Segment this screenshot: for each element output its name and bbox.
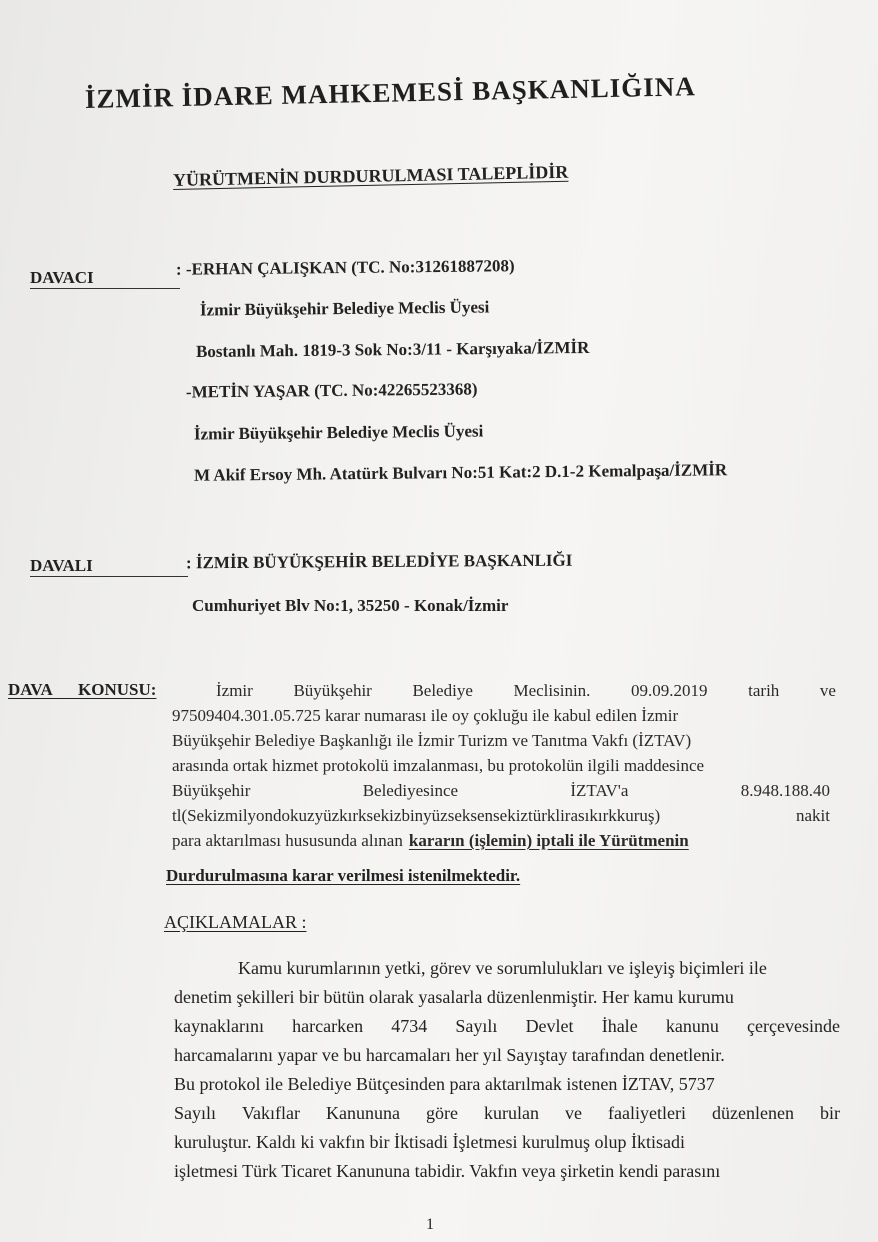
konu-request-text: kararın (işlemin) iptali ile Yürütmenin <box>408 831 689 850</box>
konu-word: Belediye <box>412 681 473 700</box>
desc-word: çerçevesinde <box>747 1016 840 1036</box>
desc-word: Vakıflar <box>242 1103 301 1123</box>
davaci-line-2: İzmir Büyükşehir Belediye Meclis Üyesi <box>199 297 490 320</box>
dava-konusu-label: DAVA KONUSU: <box>8 680 157 699</box>
desc-line-5: Bu protokol ile Belediye Bütçesinden para aktarılmak istenen İZTAV, 5737 <box>174 1074 715 1094</box>
konu-word: tarih <box>748 681 780 700</box>
konu-word: tl(Sekizmilyondokuzyüzkırksekizbinyüzseksensekiztürklirasıkırkkuruş) <box>172 806 661 825</box>
dava-konusu-text <box>172 678 844 853</box>
konu-word: Meclisinin. <box>513 681 591 700</box>
desc-word: kanunu <box>665 1016 719 1036</box>
desc-line-7: kuruluştur. Kaldı ki vakfın bir İktisadi İşletmesi kurulmuş olup İktisadi <box>174 1132 685 1152</box>
davali-label: DAVALI <box>30 556 93 575</box>
konu-line-7 <box>172 828 844 853</box>
desc-word: Devlet <box>525 1016 574 1036</box>
desc-word: Kanununa <box>326 1103 401 1123</box>
davaci-line-1: : -ERHAN ÇALIŞKAN (TC. No:31261887208) <box>175 256 515 279</box>
konu-plain-text: para aktarılması hususunda alınan <box>172 831 403 850</box>
desc-line-8: işletmesi Türk Ticaret Kanununa tabidir. Vakfın veya şirketin kendi parasını <box>174 1161 721 1181</box>
desc-word: bir <box>820 1103 840 1123</box>
konu-word: Büyükşehir <box>293 681 372 700</box>
davaci-underline <box>30 288 180 289</box>
desc-word: ve <box>565 1103 583 1123</box>
konu-word: Büyükşehir <box>172 781 251 800</box>
konu-line-6 <box>172 803 830 828</box>
konu-line-3: Büyükşehir Belediye Başkanlığı ile İzmir Turizm ve Tanıtma Vakfı (İZTAV) <box>172 731 692 750</box>
davali-line-1: : İZMİR BÜYÜKŞEHİR BELEDİYE BAŞKANLIĞI <box>185 550 573 573</box>
konu-request-text-2: Durdurulmasına karar verilmesi istenilmektedir. <box>166 866 521 885</box>
konu-word: 8.948.188.40 <box>740 781 830 800</box>
desc-word: İhale <box>601 1016 638 1036</box>
konu-word: İZTAV'a <box>570 781 629 800</box>
konu-word: nakit <box>796 806 830 825</box>
desc-word: kurulan <box>484 1103 540 1123</box>
desc-word: Sayılı <box>174 1103 217 1123</box>
davaci-line-4: -METİN YAŞAR (TC. No:42265523368) <box>185 379 478 402</box>
konu-line-5 <box>172 778 830 803</box>
aciklamalar-heading: AÇIKLAMALAR : <box>164 912 307 932</box>
davaci-label: DAVACI <box>30 268 94 287</box>
page-number: 1 <box>426 1216 434 1233</box>
konu-line-4: arasında ortak hizmet protokolü imzalanması, bu protokolün ilgili maddesince <box>172 756 705 775</box>
desc-line-2: denetim şekilleri bir bütün olarak yasalarla düzenlenmiştir. Her kamu kurumu <box>174 987 734 1007</box>
konu-word: 09.09.2019 <box>631 681 708 700</box>
davaci-line-3: Bostanlı Mah. 1819-3 Sok No:3/11 - Karşıyaka/İZMİR <box>195 337 590 362</box>
davaci-line-5: İzmir Büyükşehir Belediye Meclis Üyesi <box>193 421 484 444</box>
desc-line-6 <box>174 1099 840 1128</box>
aciklamalar-body <box>174 954 840 1186</box>
request-subtitle: YÜRÜTMENİN DURDURULMASI TALEPLİDİR <box>172 161 569 190</box>
konu-word: ve <box>819 681 836 700</box>
desc-word: kaynaklarını <box>174 1016 264 1036</box>
court-title: İZMİR İDARE MAHKEMESİ BAŞKANLIĞINA <box>84 71 696 114</box>
konu-line-2: 97509404.301.05.725 karar numarası ile oy çokluğu ile kabul edilen İzmir <box>172 706 679 725</box>
desc-line-4: harcamalarını yapar ve bu harcamaları her yıl Sayıştay tarafından denetlenir. <box>174 1045 725 1065</box>
konu-word: İzmir <box>216 681 253 700</box>
desc-word: göre <box>426 1103 459 1123</box>
davaci-line-6: M Akif Ersoy Mh. Atatürk Bulvarı No:51 Kat:2 D.1-2 Kemalpaşa/İZMİR <box>193 460 728 485</box>
konu-word: Belediyesince <box>362 781 459 800</box>
konu-line-1 <box>216 678 836 703</box>
desc-word: faaliyetleri <box>608 1103 686 1123</box>
davali-underline <box>30 576 188 577</box>
davali-line-2: Cumhuriyet Blv No:1, 35250 - Konak/İzmir <box>192 596 509 615</box>
desc-word: 4734 <box>391 1016 428 1036</box>
desc-line-3 <box>174 1012 840 1041</box>
desc-line-1: Kamu kurumlarının yetki, görev ve sorumlulukları ve işleyiş biçimleri ile <box>238 958 767 978</box>
desc-word: Sayılı <box>455 1016 498 1036</box>
desc-word: düzenlenen <box>712 1103 794 1123</box>
desc-word: harcarken <box>292 1016 364 1036</box>
